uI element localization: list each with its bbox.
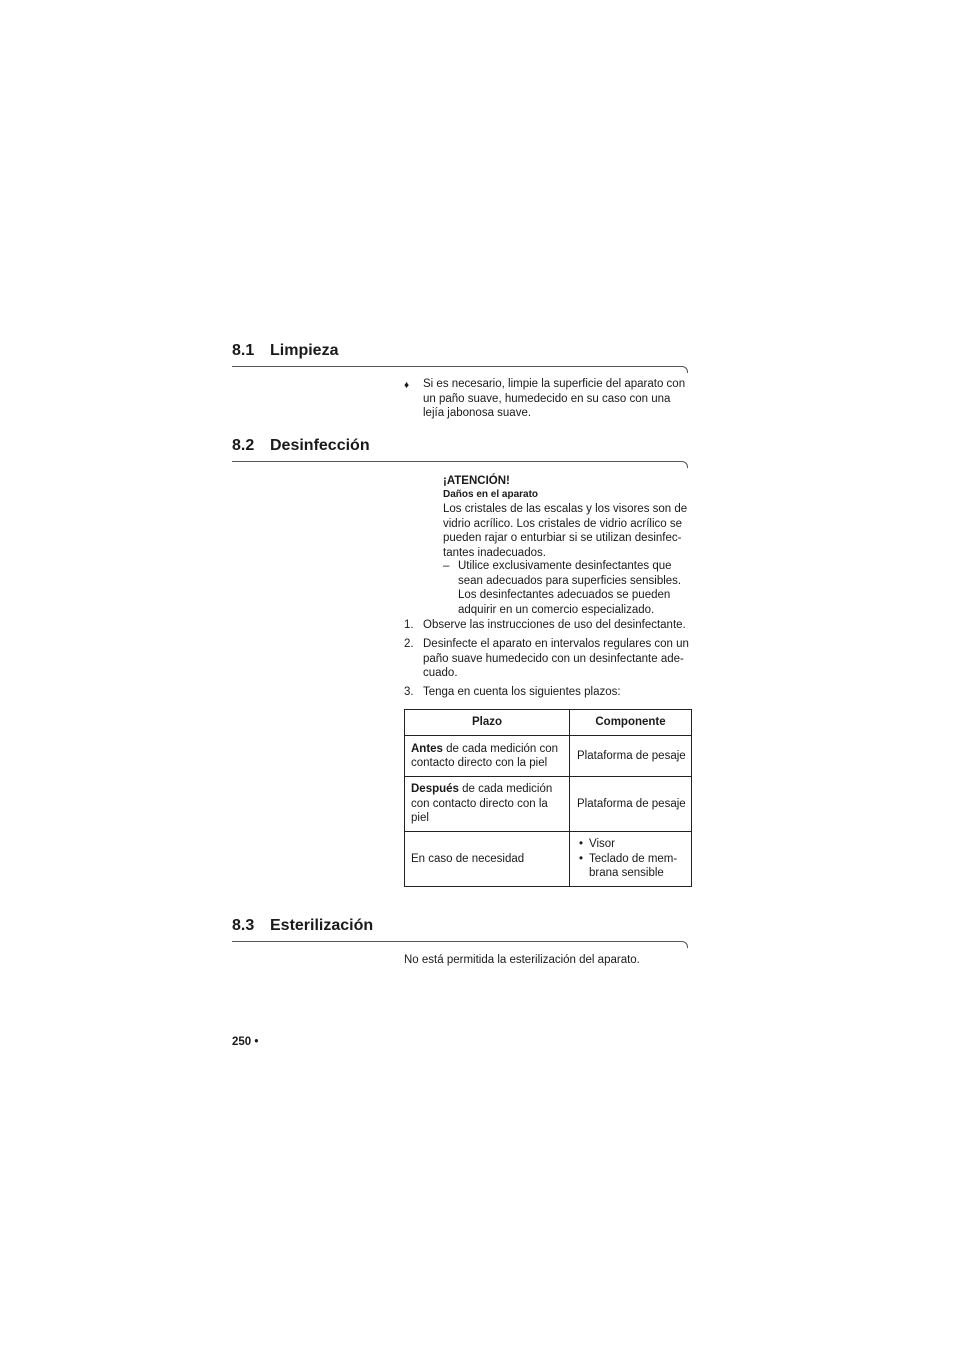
text-line: vidrio acrílico. Los cristales de vidrio acrílico se: [443, 517, 683, 530]
step-1-text: Observe las instrucciones de uso del desinfectante.: [423, 619, 686, 631]
table-row: [405, 736, 692, 777]
bullet: •: [579, 838, 584, 851]
bold-term: Antes: [411, 742, 443, 755]
text-line: Visor: [589, 838, 615, 851]
step-2-number: 2.: [404, 638, 414, 650]
list-item: [579, 837, 688, 852]
section-divider: [232, 461, 682, 462]
bullet-diamond: ♦: [404, 380, 410, 391]
text-line: Los cristales de las escalas y los visores son de: [443, 503, 688, 515]
table-row: [405, 777, 692, 832]
text-line: Teclado de mem-: [589, 852, 678, 865]
table-header-row: [405, 710, 692, 736]
warning-text: [443, 502, 687, 560]
text-line: pueden rajar o enturbiar si se utilizan desinfec-: [443, 532, 682, 544]
section-title: Desinfección: [270, 437, 370, 454]
header-plazo: Plazo: [405, 710, 570, 736]
text-line: piel: [411, 812, 429, 825]
text-line: contacto directo con la piel: [411, 757, 548, 769]
text-line: un paño suave, humedecido en su caso con una: [423, 392, 671, 405]
text-line: Los desinfectantes adecuados se pueden: [458, 589, 671, 601]
section-title: Limpieza: [270, 342, 339, 359]
text-line: Desinfecte el aparato en intervalos regulares con un: [423, 638, 689, 650]
bold-term: Después: [411, 783, 459, 796]
text-line: tantes inadecuados.: [443, 546, 546, 559]
step-3-text: Tenga en cuenta los siguientes plazos:: [423, 686, 621, 698]
dash-symbol: –: [443, 560, 450, 572]
text-line: de cada medición: [458, 783, 553, 796]
step-3-number: 3.: [404, 686, 414, 698]
text-line: brana sensible: [589, 867, 664, 880]
table-cell-componente: Plataforma de pesaje: [570, 777, 692, 832]
text-line: paño suave humedecido con un desinfectante ade-: [423, 652, 684, 665]
table-cell-plazo: [405, 736, 570, 777]
header-componente: Componente: [570, 710, 692, 736]
bullet: •: [579, 852, 584, 865]
text-line: de cada medición con: [442, 742, 559, 755]
list-item: [579, 852, 688, 881]
text-line: cuado.: [423, 667, 458, 679]
step-2-text: [423, 637, 689, 681]
warning-instruction: [458, 559, 681, 617]
disinfection-schedule-table: [404, 709, 692, 887]
text-line: lejía jabonosa suave.: [423, 407, 532, 419]
text-line: Si es necesario, limpie la superficie del aparato con: [423, 378, 686, 390]
section-divider: [232, 366, 682, 367]
table-row: [405, 832, 692, 887]
text-line: Utilice exclusivamente desinfectantes que: [458, 560, 672, 572]
section-number: 8.2: [232, 437, 255, 454]
text-line: adquirir en un comercio especializado.: [458, 603, 655, 616]
section-title: Esterilización: [270, 917, 374, 934]
page-number: 250 •: [232, 1036, 259, 1048]
section-divider: [232, 941, 682, 942]
warning-subtitle: Daños en el aparato: [443, 489, 539, 500]
sterilization-text: No está permitida la esterilización del aparato.: [404, 954, 640, 966]
section-number: 8.1: [232, 342, 255, 359]
section-8-1-heading: [232, 342, 338, 360]
table-cell-componente: [570, 832, 692, 887]
section-8-3-heading: [232, 917, 373, 935]
cleaning-text: [423, 377, 685, 421]
section-8-2-heading: [232, 437, 370, 455]
section-number: 8.3: [232, 917, 255, 934]
text-line: sean adecuados para superficies sensibles.: [458, 574, 682, 587]
table-cell-plazo: [405, 777, 570, 832]
table-cell-plazo: En caso de necesidad: [405, 832, 570, 887]
text-line: con contacto directo con la: [411, 797, 548, 810]
warning-title: ¡ATENCIÓN!: [443, 475, 510, 487]
step-1-number: 1.: [404, 619, 414, 631]
table-cell-componente: Plataforma de pesaje: [570, 736, 692, 777]
